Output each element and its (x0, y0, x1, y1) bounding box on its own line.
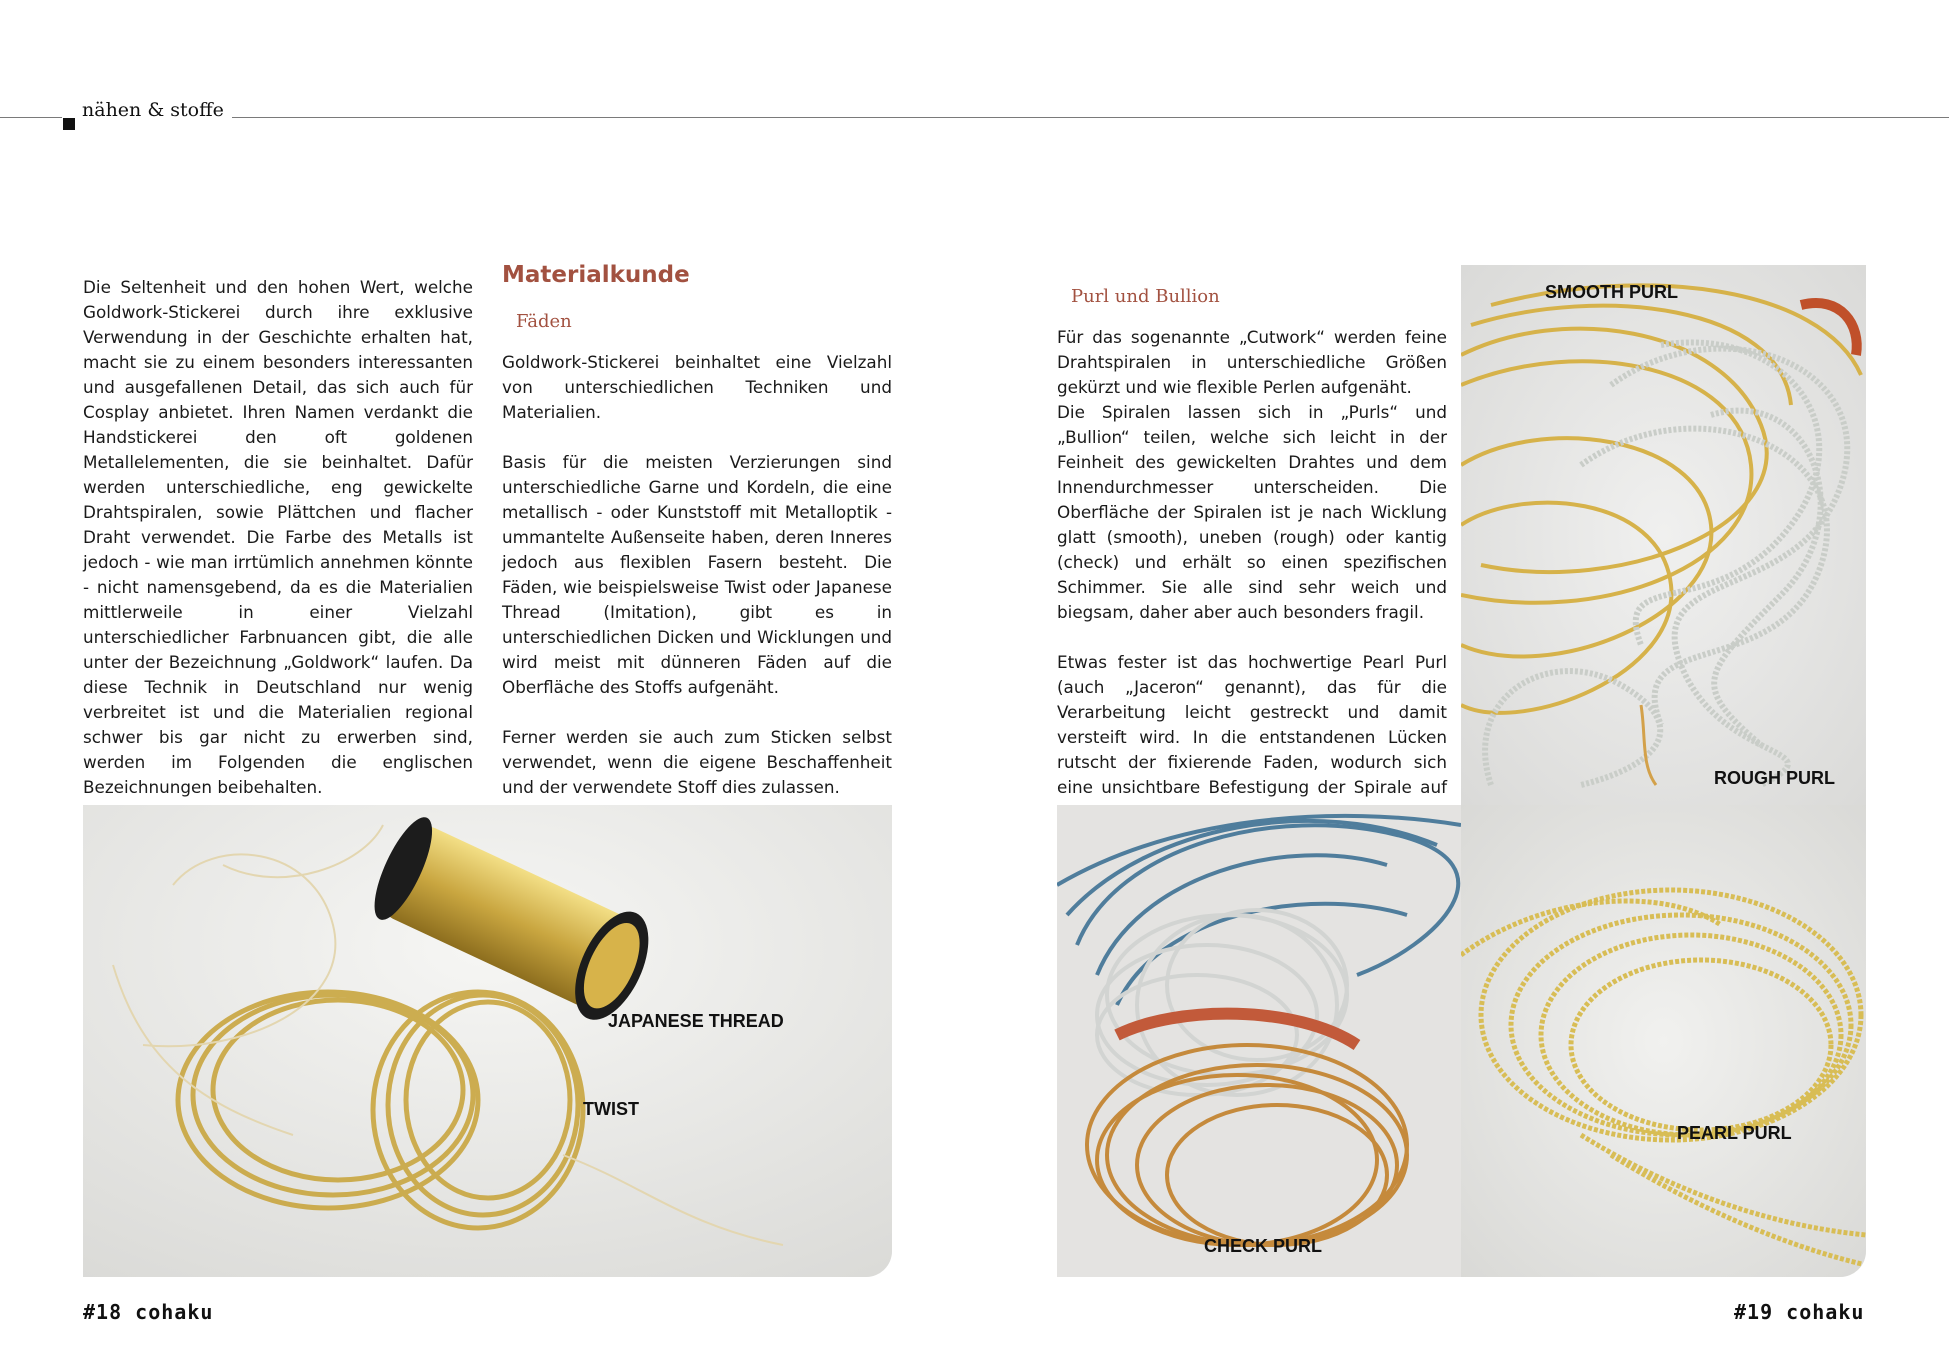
purl-paragraph-3: Etwas fester ist das hochwertige Pearl Purl (auch „Jaceron“ genannt), das für die Verarbeitung leicht gestreckt und damit versteift wird. In die entstandenen Lücken rutscht der fixierende Faden, wodurch sich eine unsichtbare Befestigung der Spirale auf (1057, 652, 1447, 797)
label-check-purl: CHECK PURL (1204, 1236, 1323, 1256)
faeden-paragraph-2: Basis für die meisten Verzierungen sind unterschiedliche Garne und Kordeln, die eine metallisch - oder Kunststoff mit Metalloptik - ummantelte Außenseite haben, deren Inneres jedoch aus flexiblen Fasern besteht. Die Fäden, wie beispielsweise Twist oder Japanese Thread (Imitation), gibt es in unterschiedlichen Dicken und Wicklungen und wird meist mit dünneren Fäden auf die Oberfläche des Stoffs aufgenäht. (502, 452, 892, 697)
faeden-subheading: Fäden (516, 311, 572, 332)
photo-pearl-purl (1461, 805, 1866, 1277)
label-smooth-purl: SMOOTH PURL (1545, 282, 1678, 302)
intro-paragraph: Die Seltenheit und den hohen Wert, welche Goldwork-Stickerei durch ihre exklusive Verwendung in der Geschichte erhalten hat, macht sie zu einem besonders interessanten und ausgefallenen Detail, das sich auch für Cosplay anbietet. Ihren Namen verdankt die Handstickerei den oft goldenen Metallelementen, die sie beinhaltet. Dafür werden unterschiedliche, eng gewickelte Drahtspiralen, sowie Plättchen und flacher Draht verwendet. Die Farbe des Metalls ist jedoch - wie man irrtümlich annehmen könnte - nicht namensgebend, da es die Materialien mittlerweile in einer Vielzahl unterschiedlicher Farbnuancen gibt, die alle unter der Bezeichnung „Goldwork“ laufen. Da diese Technik in Deutschland nur wenig verbreitet ist und die Materialien regional schwer bis gar nicht zu erwerben sind, werden im Folgenden die englischen Bezeichnungen beibehalten. (83, 277, 473, 797)
label-japanese-thread: JAPANESE THREAD (608, 1011, 784, 1031)
pearl-purl-illustration (1461, 805, 1866, 1277)
smooth-rough-illustration (1461, 265, 1866, 805)
middle-column-text (502, 350, 892, 800)
left-column-text (83, 275, 473, 800)
label-twist: TWIST (583, 1099, 639, 1119)
folio-left: #18 cohaku (83, 1300, 214, 1324)
photo-check-purl (1057, 805, 1461, 1277)
header-marker (63, 118, 75, 130)
check-purl-illustration (1057, 805, 1461, 1277)
header-rule-left (0, 117, 62, 118)
threads-illustration (83, 805, 892, 1277)
purl-paragraph-1: Für das sogenannte „Cutwork“ werden feine Drahtspiralen in unterschiedliche Größen gekürzt und wie flexible Perlen aufgenäht. (1057, 327, 1447, 397)
photo-japanese-thread-twist (83, 805, 892, 1277)
label-pearl-purl: PEARL PURL (1677, 1123, 1792, 1143)
folio-right: #19 cohaku (1734, 1300, 1865, 1324)
section-title: nähen & stoffe (82, 99, 224, 121)
header-rule-right (232, 117, 1949, 118)
right-column-text (1057, 325, 1447, 825)
materialkunde-heading: Materialkunde (502, 262, 690, 288)
faeden-paragraph-1: Goldwork-Stickerei beinhaltet eine Vielzahl von unterschiedlichen Techniken und Materialien. (502, 352, 892, 422)
label-rough-purl: ROUGH PURL (1714, 768, 1835, 788)
photo-smooth-rough-purl (1461, 265, 1866, 805)
purl-bullion-subheading: Purl und Bullion (1071, 286, 1220, 307)
faeden-paragraph-3: Ferner werden sie auch zum Sticken selbst verwendet, wenn die eigene Beschaffenheit und der verwendete Stoff dies zulassen. (502, 727, 892, 797)
purl-paragraph-2: Die Spiralen lassen sich in „Purls“ und „Bullion“ teilen, welche sich leicht in der Feinheit des gewickelten Drahtes und dem Innendurchmesser unterscheiden. Die Oberfläche der Spiralen ist je nach Wicklung glatt (smooth), uneben (rough) oder kantig (check) und erhält so einen spezifischen Schimmer. Sie alle sind sehr weich und biegsam, daher aber auch besonders fragil. (1057, 402, 1447, 622)
